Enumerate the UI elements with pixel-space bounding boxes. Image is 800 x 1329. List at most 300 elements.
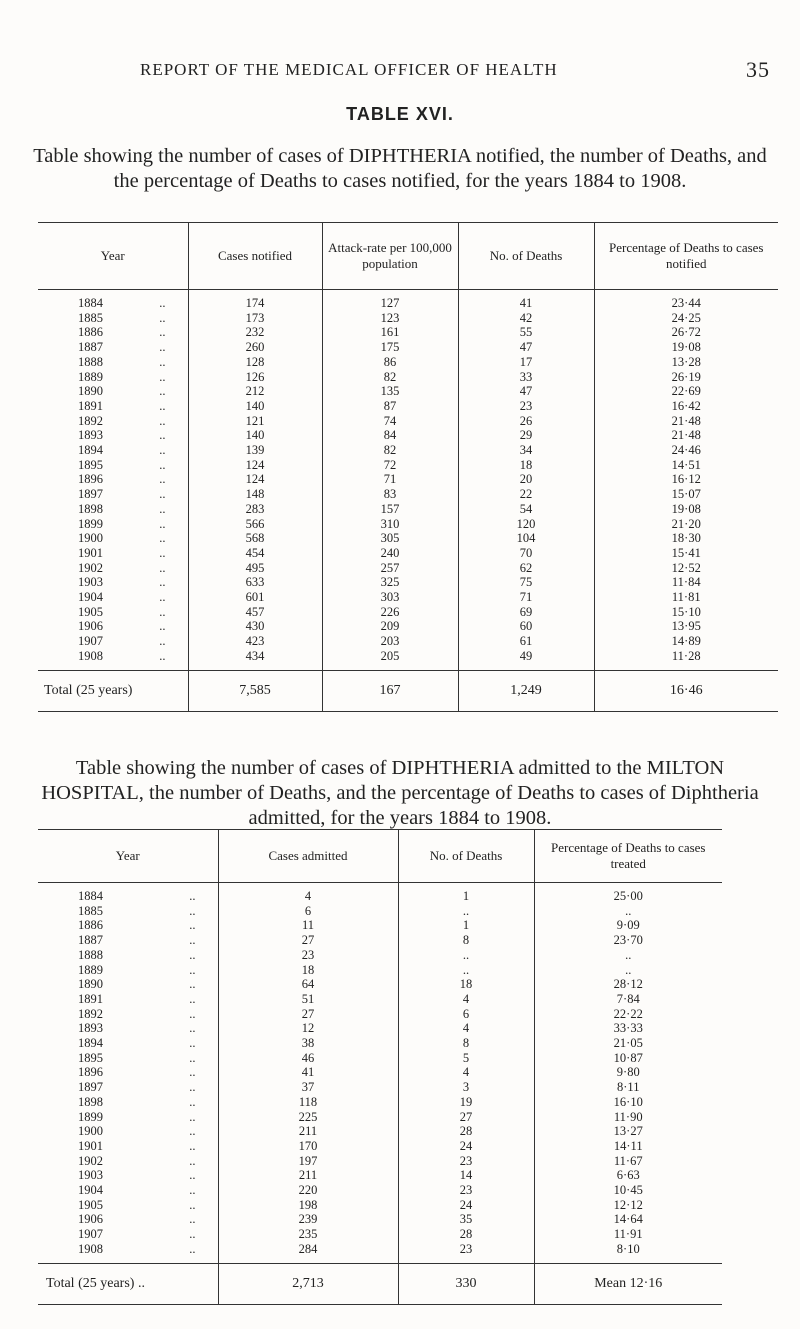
value-cell: 124 bbox=[188, 458, 322, 473]
value-cell: 3 bbox=[398, 1080, 534, 1095]
value-cell: 19·08 bbox=[594, 340, 778, 355]
year-value: 1907 bbox=[78, 634, 103, 649]
value-cell: 127 bbox=[322, 290, 458, 311]
value-cell: 62 bbox=[458, 561, 594, 576]
table2-header-row bbox=[38, 830, 722, 883]
table-row bbox=[38, 1021, 722, 1036]
value-cell: 235 bbox=[218, 1227, 398, 1242]
value-cell: 83 bbox=[322, 487, 458, 502]
year-value: 1906 bbox=[78, 619, 103, 634]
year-value: 1884 bbox=[78, 889, 103, 903]
year-value: 1887 bbox=[78, 933, 103, 948]
value-cell: 4 bbox=[398, 992, 534, 1007]
row-dots: .. bbox=[159, 619, 166, 634]
year-value: 1889 bbox=[78, 369, 103, 384]
year-value: 1904 bbox=[78, 1183, 103, 1198]
value-cell: 457 bbox=[188, 605, 322, 620]
year-cell bbox=[38, 1021, 218, 1036]
year-cell bbox=[38, 1065, 218, 1080]
value-cell: 12 bbox=[218, 1021, 398, 1036]
year-cell bbox=[38, 575, 188, 590]
value-cell: 14·11 bbox=[534, 1139, 722, 1154]
value-cell: 18 bbox=[218, 963, 398, 978]
value-cell: 24 bbox=[398, 1198, 534, 1213]
value-cell: 23·70 bbox=[534, 933, 722, 948]
page-number: 35 bbox=[746, 57, 770, 82]
table-row bbox=[38, 590, 778, 605]
value-cell: 568 bbox=[188, 531, 322, 546]
table2-caption: Table showing the number of cases of DIPHTHERIA admitted to the MILTON HOSPITAL, the number of Deaths, and the percentage of Deaths to cases of Diphtheria admitted, for the years 1884 to 1908. bbox=[41, 757, 759, 829]
value-cell: 49 bbox=[458, 649, 594, 670]
total-percentage: 16·46 bbox=[594, 670, 778, 711]
year-value: 1905 bbox=[78, 604, 103, 619]
year-cell bbox=[38, 605, 188, 620]
year-cell bbox=[38, 290, 188, 311]
year-cell bbox=[38, 1168, 218, 1183]
table-row bbox=[38, 1242, 722, 1263]
value-cell: 23·44 bbox=[594, 290, 778, 311]
value-cell: 10·45 bbox=[534, 1183, 722, 1198]
total-attack-rate: 167 bbox=[322, 670, 458, 711]
value-cell: 212 bbox=[188, 384, 322, 399]
value-cell: .. bbox=[534, 904, 722, 919]
year-value: 1886 bbox=[78, 918, 103, 933]
value-cell: 260 bbox=[188, 340, 322, 355]
year-cell bbox=[38, 948, 218, 963]
year-cell bbox=[38, 311, 188, 326]
value-cell: 303 bbox=[322, 590, 458, 605]
value-cell: 124 bbox=[188, 472, 322, 487]
table-row bbox=[38, 1154, 722, 1169]
row-dots: .. bbox=[189, 1197, 196, 1212]
year-cell bbox=[38, 384, 188, 399]
year-value: 1897 bbox=[78, 1080, 103, 1095]
table-row bbox=[38, 649, 778, 670]
table-row bbox=[38, 561, 778, 576]
row-dots: .. bbox=[159, 310, 166, 325]
year-value: 1896 bbox=[78, 1065, 103, 1080]
value-cell: 61 bbox=[458, 634, 594, 649]
year-cell bbox=[38, 1227, 218, 1242]
value-cell: 33 bbox=[458, 370, 594, 385]
row-dots: .. bbox=[159, 354, 166, 369]
year-value: 1902 bbox=[78, 1153, 103, 1168]
year-cell bbox=[38, 531, 188, 546]
value-cell: 24·46 bbox=[594, 443, 778, 458]
value-cell: 23 bbox=[458, 399, 594, 414]
year-value: 1900 bbox=[78, 1124, 103, 1139]
value-cell: 54 bbox=[458, 502, 594, 517]
year-cell bbox=[38, 414, 188, 429]
value-cell: .. bbox=[398, 904, 534, 919]
table-row bbox=[38, 384, 778, 399]
row-dots: .. bbox=[189, 903, 196, 918]
year-cell bbox=[38, 904, 218, 919]
value-cell: 12·52 bbox=[594, 561, 778, 576]
row-dots: .. bbox=[189, 1006, 196, 1021]
year-value: 1901 bbox=[78, 1138, 103, 1153]
value-cell: 33·33 bbox=[534, 1021, 722, 1036]
value-cell: 21·20 bbox=[594, 517, 778, 532]
row-dots: .. bbox=[159, 487, 166, 502]
year-cell bbox=[38, 546, 188, 561]
row-dots: .. bbox=[159, 457, 166, 472]
table-row bbox=[38, 355, 778, 370]
value-cell: 239 bbox=[218, 1212, 398, 1227]
value-cell: 23 bbox=[218, 948, 398, 963]
value-cell: 633 bbox=[188, 575, 322, 590]
year-cell bbox=[38, 977, 218, 992]
table-row bbox=[38, 531, 778, 546]
year-cell bbox=[38, 1080, 218, 1095]
value-cell: 16·42 bbox=[594, 399, 778, 414]
row-dots: .. bbox=[159, 443, 166, 458]
row-dots: .. bbox=[189, 1036, 196, 1051]
table-row bbox=[38, 619, 778, 634]
row-dots: .. bbox=[159, 340, 166, 355]
value-cell: 87 bbox=[322, 399, 458, 414]
value-cell: 454 bbox=[188, 546, 322, 561]
value-cell: 55 bbox=[458, 325, 594, 340]
row-dots: .. bbox=[189, 1065, 196, 1080]
value-cell: 47 bbox=[458, 384, 594, 399]
year-cell bbox=[38, 590, 188, 605]
year-value: 1901 bbox=[78, 545, 103, 560]
year-cell bbox=[38, 883, 218, 904]
table-row bbox=[38, 1007, 722, 1022]
value-cell: 17 bbox=[458, 355, 594, 370]
value-cell: 21·05 bbox=[534, 1036, 722, 1051]
year-value: 1902 bbox=[78, 560, 103, 575]
year-value: 1888 bbox=[78, 947, 103, 962]
running-title: REPORT OF THE MEDICAL OFFICER OF HEALTH bbox=[140, 60, 558, 79]
value-cell: 140 bbox=[188, 399, 322, 414]
total-cases: 7,585 bbox=[188, 670, 322, 711]
row-dots: .. bbox=[189, 1050, 196, 1065]
value-cell: 82 bbox=[322, 370, 458, 385]
value-cell: 209 bbox=[322, 619, 458, 634]
value-cell: 28 bbox=[398, 1227, 534, 1242]
year-value: 1904 bbox=[78, 590, 103, 605]
value-cell: 220 bbox=[218, 1183, 398, 1198]
col-header-cases-notified: Cases notified bbox=[188, 223, 322, 290]
value-cell: 22·22 bbox=[534, 1007, 722, 1022]
value-cell: 27 bbox=[218, 1007, 398, 1022]
col-header-year: Year bbox=[115, 848, 140, 863]
value-cell: 19·08 bbox=[594, 502, 778, 517]
year-value: 1888 bbox=[78, 354, 103, 369]
row-dots: .. bbox=[159, 531, 166, 546]
value-cell: 15·41 bbox=[594, 546, 778, 561]
table-row bbox=[38, 428, 778, 443]
col-header-percentage: Percentage of Deaths to cases notified bbox=[594, 223, 778, 290]
value-cell: 139 bbox=[188, 443, 322, 458]
value-cell: 10·87 bbox=[534, 1051, 722, 1066]
total-label: Total (25 years) .. bbox=[46, 1275, 145, 1291]
value-cell: 72 bbox=[322, 458, 458, 473]
table-row bbox=[38, 472, 778, 487]
value-cell: 26·19 bbox=[594, 370, 778, 385]
year-value: 1887 bbox=[78, 340, 103, 355]
value-cell: 71 bbox=[322, 472, 458, 487]
value-cell: 14 bbox=[398, 1168, 534, 1183]
table-row bbox=[38, 517, 778, 532]
year-cell bbox=[38, 1007, 218, 1022]
table-row bbox=[38, 634, 778, 649]
table-row bbox=[38, 399, 778, 414]
value-cell: 157 bbox=[322, 502, 458, 517]
value-cell: 46 bbox=[218, 1051, 398, 1066]
table1-header-row bbox=[38, 223, 778, 290]
value-cell: 13·28 bbox=[594, 355, 778, 370]
year-value: 1891 bbox=[78, 991, 103, 1006]
year-value: 1892 bbox=[78, 413, 103, 428]
value-cell: 6·63 bbox=[534, 1168, 722, 1183]
year-cell bbox=[38, 561, 188, 576]
value-cell: 173 bbox=[188, 311, 322, 326]
row-dots: .. bbox=[137, 1275, 145, 1291]
value-cell: 24·25 bbox=[594, 311, 778, 326]
value-cell: 13·27 bbox=[534, 1124, 722, 1139]
value-cell: 16·10 bbox=[534, 1095, 722, 1110]
table-row bbox=[38, 1124, 722, 1139]
table-row bbox=[38, 933, 722, 948]
table-row bbox=[38, 1051, 722, 1066]
value-cell: 11·28 bbox=[594, 649, 778, 670]
table1-total-row bbox=[38, 670, 778, 711]
value-cell: 15·07 bbox=[594, 487, 778, 502]
value-cell: 14·51 bbox=[594, 458, 778, 473]
col-header-attack-rate: Attack-rate per 100,000 population bbox=[322, 223, 458, 290]
row-dots: .. bbox=[189, 1021, 196, 1036]
year-value: 1890 bbox=[78, 977, 103, 992]
row-dots: .. bbox=[159, 545, 166, 560]
value-cell: 28·12 bbox=[534, 977, 722, 992]
value-cell: 8 bbox=[398, 1036, 534, 1051]
table-row bbox=[38, 1110, 722, 1125]
value-cell: 601 bbox=[188, 590, 322, 605]
value-cell: 51 bbox=[218, 992, 398, 1007]
value-cell: 1 bbox=[398, 918, 534, 933]
row-dots: .. bbox=[159, 384, 166, 399]
year-cell bbox=[38, 1095, 218, 1110]
value-cell: 29 bbox=[458, 428, 594, 443]
year-cell bbox=[38, 370, 188, 385]
year-cell bbox=[38, 933, 218, 948]
total-mean-percentage: Mean 12·16 bbox=[534, 1263, 722, 1304]
year-cell bbox=[38, 1183, 218, 1198]
year-cell bbox=[38, 517, 188, 532]
year-value: 1903 bbox=[78, 1168, 103, 1183]
row-dots: .. bbox=[159, 575, 166, 590]
year-value: 1894 bbox=[78, 1036, 103, 1051]
table-row bbox=[38, 918, 722, 933]
year-value: 1903 bbox=[78, 575, 103, 590]
year-value: 1892 bbox=[78, 1006, 103, 1021]
value-cell: 26·72 bbox=[594, 325, 778, 340]
col-header-year: Year bbox=[100, 248, 125, 263]
value-cell: 5 bbox=[398, 1051, 534, 1066]
value-cell: 70 bbox=[458, 546, 594, 561]
value-cell: 26 bbox=[458, 414, 594, 429]
row-dots: .. bbox=[159, 369, 166, 384]
table-row bbox=[38, 443, 778, 458]
table-row bbox=[38, 1139, 722, 1154]
value-cell: 120 bbox=[458, 517, 594, 532]
row-dots: .. bbox=[159, 648, 166, 663]
value-cell: 82 bbox=[322, 443, 458, 458]
year-value: 1908 bbox=[78, 648, 103, 663]
value-cell: 28 bbox=[398, 1124, 534, 1139]
table-row bbox=[38, 546, 778, 561]
value-cell: 211 bbox=[218, 1168, 398, 1183]
year-value: 1898 bbox=[78, 1094, 103, 1109]
value-cell: 198 bbox=[218, 1198, 398, 1213]
value-cell: 42 bbox=[458, 311, 594, 326]
value-cell: 11·84 bbox=[594, 575, 778, 590]
year-cell bbox=[38, 472, 188, 487]
value-cell: 148 bbox=[188, 487, 322, 502]
value-cell: 21·48 bbox=[594, 414, 778, 429]
row-dots: .. bbox=[189, 1109, 196, 1124]
year-value: 1896 bbox=[78, 472, 103, 487]
table-row bbox=[38, 311, 778, 326]
row-dots: .. bbox=[189, 1168, 196, 1183]
value-cell: 69 bbox=[458, 605, 594, 620]
row-dots: .. bbox=[189, 1183, 196, 1198]
year-cell bbox=[38, 918, 218, 933]
table2-total-row bbox=[38, 1263, 722, 1304]
value-cell: 4 bbox=[398, 1021, 534, 1036]
table-row bbox=[38, 1198, 722, 1213]
value-cell: 4 bbox=[398, 1065, 534, 1080]
year-cell bbox=[38, 649, 188, 670]
table-row bbox=[38, 325, 778, 340]
year-value: 1899 bbox=[78, 1109, 103, 1124]
value-cell: 434 bbox=[188, 649, 322, 670]
value-cell: 175 bbox=[322, 340, 458, 355]
row-dots: .. bbox=[159, 413, 166, 428]
value-cell: 310 bbox=[322, 517, 458, 532]
year-cell bbox=[38, 443, 188, 458]
value-cell: 23 bbox=[398, 1242, 534, 1263]
col-header-deaths: No. of Deaths bbox=[458, 223, 594, 290]
row-dots: .. bbox=[189, 1227, 196, 1242]
table-row bbox=[38, 575, 778, 590]
value-cell: .. bbox=[398, 963, 534, 978]
year-cell bbox=[38, 1051, 218, 1066]
year-cell bbox=[38, 1198, 218, 1213]
value-cell: 38 bbox=[218, 1036, 398, 1051]
value-cell: 161 bbox=[322, 325, 458, 340]
year-value: 1898 bbox=[78, 501, 103, 516]
row-dots: .. bbox=[159, 590, 166, 605]
value-cell: 128 bbox=[188, 355, 322, 370]
value-cell: 86 bbox=[322, 355, 458, 370]
year-cell bbox=[38, 340, 188, 355]
year-value: 1885 bbox=[78, 310, 103, 325]
year-cell bbox=[38, 619, 188, 634]
row-dots: .. bbox=[189, 962, 196, 977]
value-cell: 14·64 bbox=[534, 1212, 722, 1227]
value-cell: 14·89 bbox=[594, 634, 778, 649]
year-value: 1889 bbox=[78, 962, 103, 977]
row-dots: .. bbox=[159, 398, 166, 413]
row-dots: .. bbox=[189, 1212, 196, 1227]
value-cell: 25·00 bbox=[534, 883, 722, 904]
value-cell: 84 bbox=[322, 428, 458, 443]
row-dots: .. bbox=[159, 296, 166, 310]
row-dots: .. bbox=[159, 560, 166, 575]
value-cell: 174 bbox=[188, 290, 322, 311]
table-row bbox=[38, 1227, 722, 1242]
value-cell: 140 bbox=[188, 428, 322, 443]
value-cell: 226 bbox=[322, 605, 458, 620]
table-row bbox=[38, 502, 778, 517]
value-cell: 325 bbox=[322, 575, 458, 590]
col-header-cases-admitted: Cases admitted bbox=[218, 830, 398, 883]
value-cell: 15·10 bbox=[594, 605, 778, 620]
row-dots: .. bbox=[189, 1241, 196, 1256]
year-value: 1897 bbox=[78, 487, 103, 502]
value-cell: 23 bbox=[398, 1154, 534, 1169]
year-cell bbox=[38, 458, 188, 473]
row-dots: .. bbox=[189, 977, 196, 992]
col-header-deaths: No. of Deaths bbox=[398, 830, 534, 883]
table1-caption: Table showing the number of cases of DIPHTHERIA notified, the number of Deaths, and the percentage of Deaths to cases notified, for the years 1884 to 1908. bbox=[33, 145, 767, 192]
value-cell: 1 bbox=[398, 883, 534, 904]
row-dots: .. bbox=[159, 516, 166, 531]
value-cell: 13·95 bbox=[594, 619, 778, 634]
value-cell: 74 bbox=[322, 414, 458, 429]
value-cell: 104 bbox=[458, 531, 594, 546]
year-cell bbox=[38, 399, 188, 414]
row-dots: .. bbox=[159, 325, 166, 340]
year-value: 1895 bbox=[78, 1050, 103, 1065]
row-dots: .. bbox=[189, 918, 196, 933]
value-cell: 22 bbox=[458, 487, 594, 502]
year-value: 1890 bbox=[78, 384, 103, 399]
value-cell: 11·90 bbox=[534, 1110, 722, 1125]
table-row bbox=[38, 883, 722, 904]
value-cell: .. bbox=[398, 948, 534, 963]
col-header-percentage: Percentage of Deaths to cases treated bbox=[534, 830, 722, 883]
row-dots: .. bbox=[189, 933, 196, 948]
year-cell bbox=[38, 1212, 218, 1227]
value-cell: 8·10 bbox=[534, 1242, 722, 1263]
year-cell bbox=[38, 1036, 218, 1051]
year-value: 1906 bbox=[78, 1212, 103, 1227]
year-cell bbox=[38, 634, 188, 649]
row-dots: .. bbox=[189, 947, 196, 962]
value-cell: 19 bbox=[398, 1095, 534, 1110]
row-dots: .. bbox=[159, 604, 166, 619]
value-cell: 27 bbox=[218, 933, 398, 948]
value-cell: 205 bbox=[322, 649, 458, 670]
value-cell: 47 bbox=[458, 340, 594, 355]
value-cell: 284 bbox=[218, 1242, 398, 1263]
year-value: 1907 bbox=[78, 1227, 103, 1242]
year-value: 1893 bbox=[78, 428, 103, 443]
row-dots: .. bbox=[159, 501, 166, 516]
year-cell bbox=[38, 1124, 218, 1139]
page-header bbox=[0, 57, 800, 90]
value-cell: 34 bbox=[458, 443, 594, 458]
value-cell: 203 bbox=[322, 634, 458, 649]
diphtheria-notified-table bbox=[38, 222, 778, 712]
value-cell: 16·12 bbox=[594, 472, 778, 487]
year-cell bbox=[38, 355, 188, 370]
